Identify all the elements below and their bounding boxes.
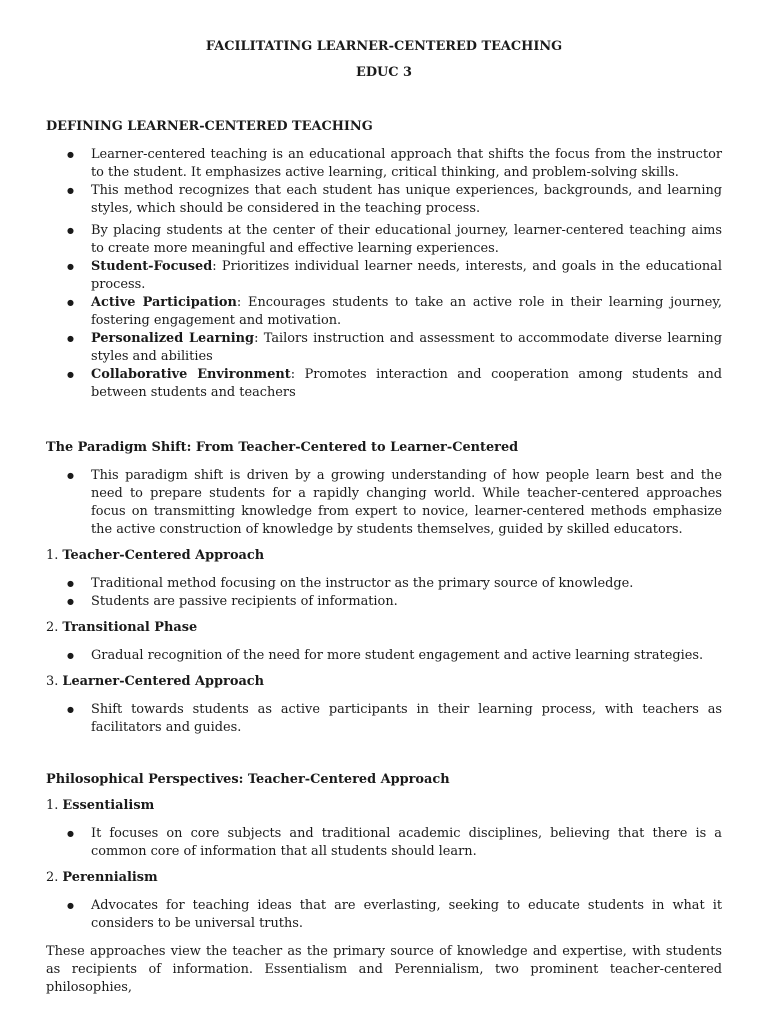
intro-list xyxy=(46,467,722,539)
item-bullets xyxy=(46,575,722,611)
section-defining xyxy=(46,118,722,402)
list-item: ● Active Participation: Encourages students to take an active role in their learning journey, fostering engagement and motivation. xyxy=(46,294,722,330)
list-item: ● Traditional method focusing on the instructor as the primary source of knowledge. xyxy=(46,575,722,593)
list-item: ● Students are passive recipients of information. xyxy=(46,593,722,611)
list-item: ● This method recognizes that each student has unique experiences, backgrounds, and learning styles, which should be considered in the teaching process. xyxy=(46,182,722,218)
list-item: ● Personalized Learning: Tailors instruction and assessment to accommodate diverse learning styles and abilities xyxy=(46,330,722,366)
list-item: ● Gradual recognition of the need for more student engagement and active learning strategies. xyxy=(46,647,722,665)
list-item: ● Collaborative Environment: Promotes interaction and cooperation among students and between students and teachers xyxy=(46,366,722,402)
document-title: FACILITATING LEARNER-CENTERED TEACHING xyxy=(205,39,563,54)
closing-paragraph: These approaches view the teacher as the primary source of knowledge and expertise, with students as recipients of information. Essentialism and Perennialism, two prominent teacher-centered philosophies, xyxy=(46,944,722,995)
list-item: ● It focuses on core subjects and traditional academic disciplines, believing that there is a common core of information that all students should learn. xyxy=(46,825,722,861)
item-bullets xyxy=(46,897,722,933)
numbered-item: 1. Teacher-Centered Approach xyxy=(46,548,265,563)
list-item: ● Student-Focused: Prioritizes individual learner needs, interests, and goals in the educational process. xyxy=(46,258,722,294)
section-heading: DEFINING LEARNER-CENTERED TEACHING xyxy=(46,119,373,134)
item-bullets xyxy=(46,701,722,737)
item-bullets xyxy=(46,647,722,665)
item-bullets xyxy=(46,825,722,861)
numbered-item: 1. Essentialism xyxy=(46,798,155,813)
numbered-item: 3. Learner-Centered Approach xyxy=(46,674,265,689)
numbered-item: 2. Transitional Phase xyxy=(46,620,198,635)
section-heading: The Paradigm Shift: From Teacher-Centered to Learner-Centered xyxy=(46,440,519,455)
list-item: ● Learner-centered teaching is an educational approach that shifts the focus from the instructor to the student. It emphasizes active learning, critical thinking, and problem-solving skills. xyxy=(46,146,722,182)
section-philosophical xyxy=(46,771,722,997)
list-item: ● Advocates for teaching ideas that are everlasting, seeking to educate students in what it considers to be universal truths. xyxy=(46,897,722,933)
section-heading: Philosophical Perspectives: Teacher-Centered Approach xyxy=(46,772,450,787)
list-item: ● This paradigm shift is driven by a growing understanding of how people learn best and the need to prepare students for a rapidly changing world. While teacher-centered approaches focus on transmitting knowledge from expert to novice, learner-centered methods emphasize the active construction of knowledge by students themselves, guided by skilled educators. xyxy=(46,467,722,539)
list-item: ● By placing students at the center of their educational journey, learner-centered teaching aims to create more meaningful and effective learning experiences. xyxy=(46,222,722,258)
numbered-item: 2. Perennialism xyxy=(46,870,158,885)
list-item: ● Shift towards students as active participants in their learning process, with teachers as facilitators and guides. xyxy=(46,701,722,737)
course-code: EDUC 3 xyxy=(356,65,412,80)
definition-list xyxy=(46,146,722,402)
section-paradigm-shift xyxy=(46,439,722,737)
